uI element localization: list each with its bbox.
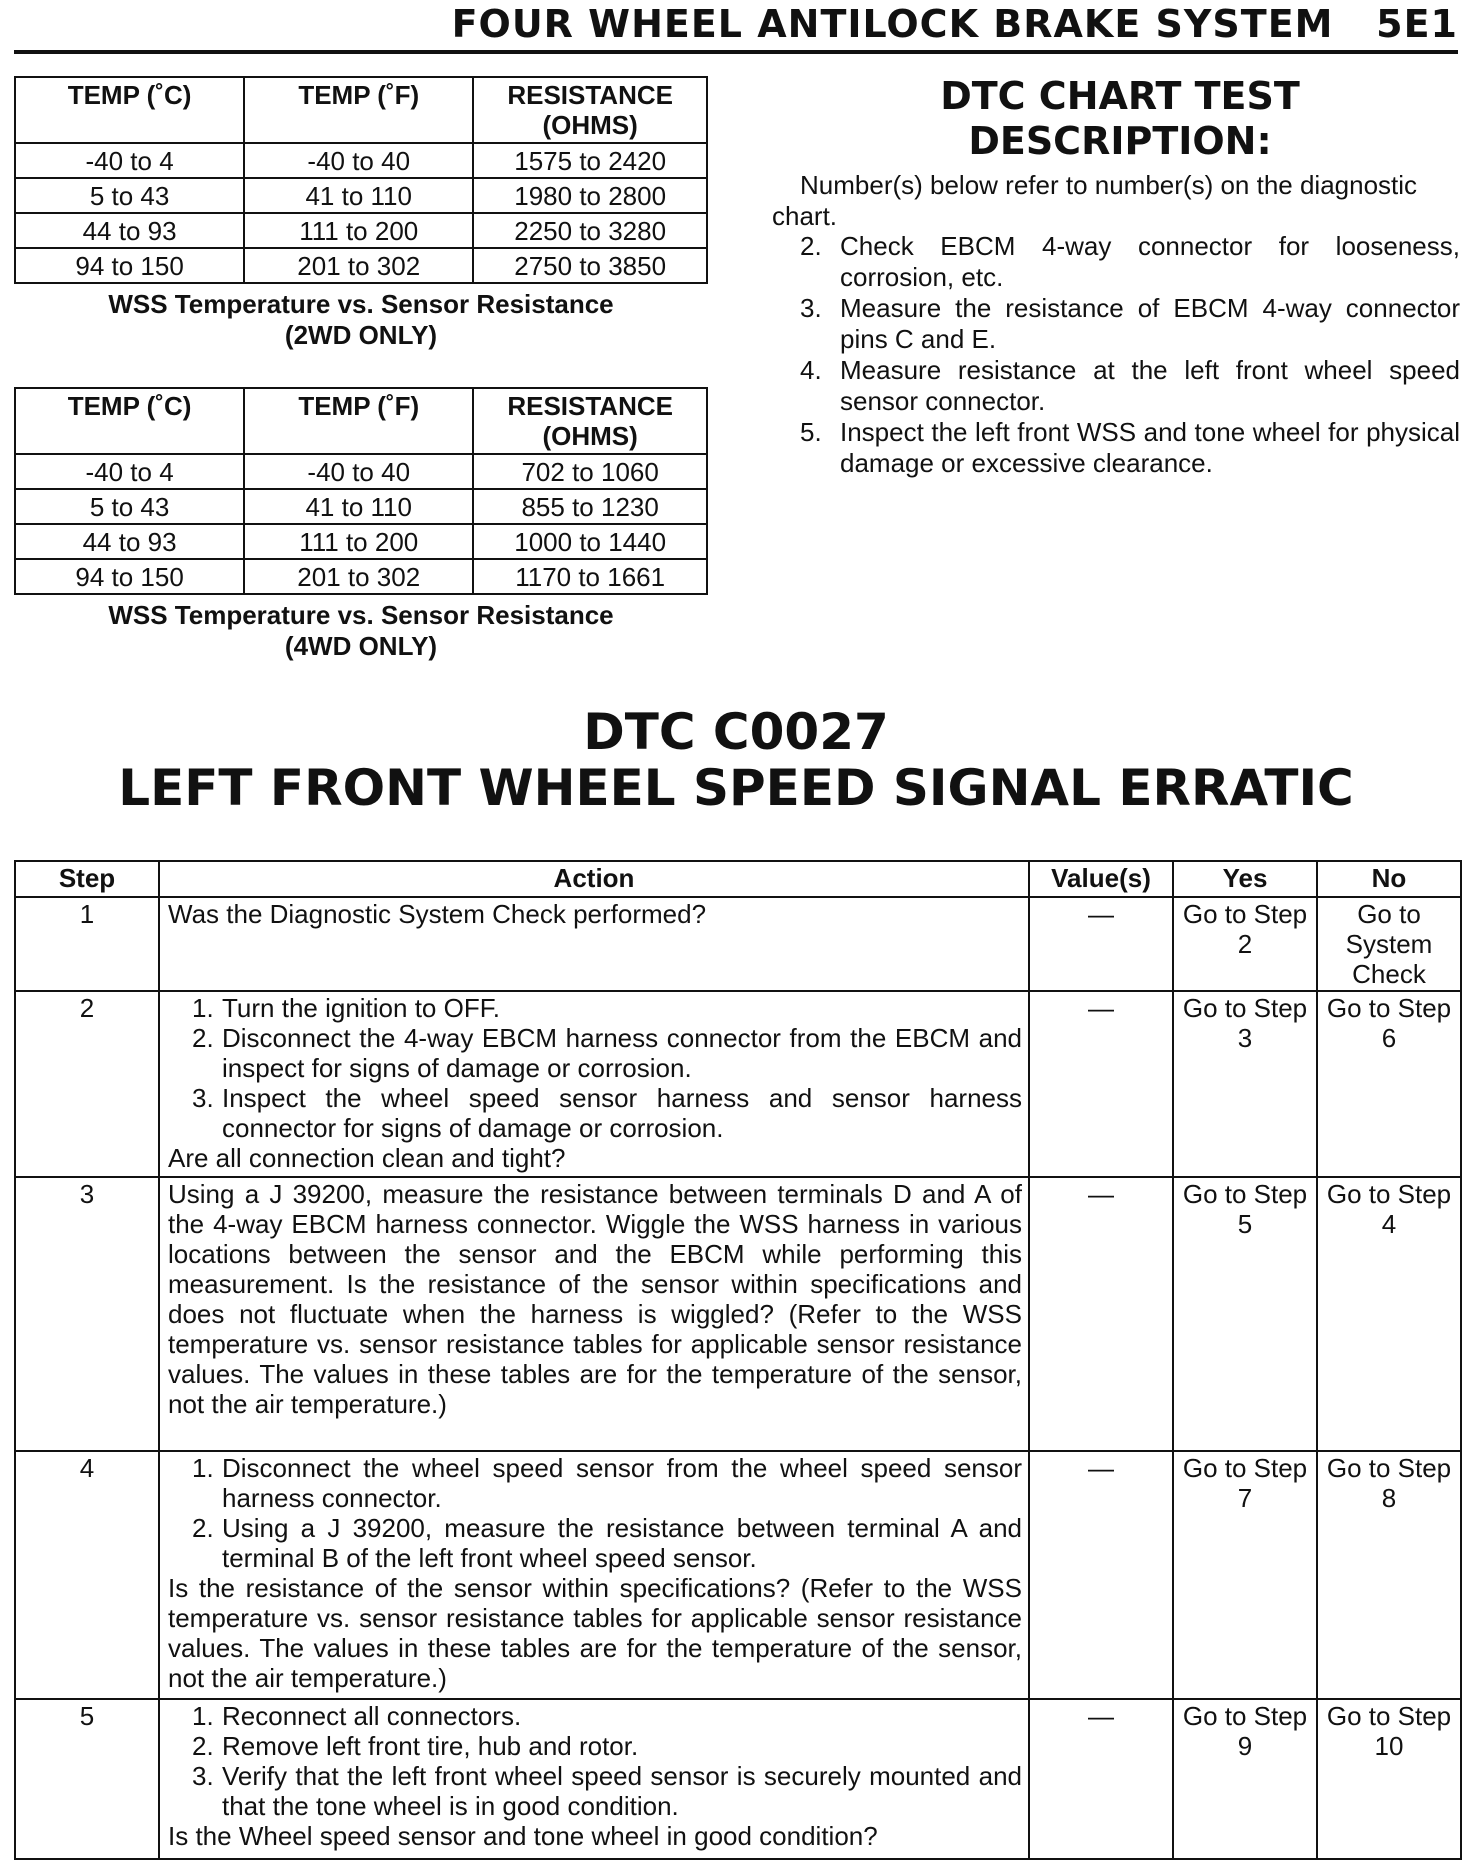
item-number: 1. <box>192 1701 214 1731</box>
cell: 111 to 200 <box>244 524 473 559</box>
wss-table-2wd <box>14 76 708 284</box>
header-step: Step <box>15 861 159 897</box>
cell: 44 to 93 <box>15 524 244 559</box>
table-caption-2wd <box>14 289 708 351</box>
cell: 94 to 150 <box>15 559 244 594</box>
list-item <box>168 1731 1022 1761</box>
no-cell: Go to System Check <box>1317 897 1461 991</box>
action-steps <box>168 1701 1022 1821</box>
item-number: 2. <box>192 1513 214 1543</box>
cell: 201 to 302 <box>244 559 473 594</box>
cell: 111 to 200 <box>244 213 473 248</box>
cell: 201 to 302 <box>244 248 473 283</box>
caption-line: WSS Temperature vs. Sensor Resistance <box>108 600 614 630</box>
header-rule <box>14 50 1458 54</box>
header-no: No <box>1317 861 1461 897</box>
action-question: Is the Wheel speed sensor and tone wheel in good condition? <box>168 1821 878 1851</box>
step-number: 3 <box>15 1177 159 1451</box>
item-number: 3. <box>800 293 822 323</box>
table-row <box>15 213 707 248</box>
cell: -40 to 40 <box>244 143 473 178</box>
heading-line: DESCRIPTION: <box>968 119 1272 163</box>
action-question: Is the resistance of the sensor within specifications? (Refer to the WSS temperature vs. sensor resistance tables for applicable sensor resistance values. The values in these tables are for the temperature of the sensor, not the air temperature.) <box>168 1573 1022 1693</box>
item-text: Inspect the left front WSS and tone wheel for physical damage or excessive clearance. <box>840 417 1460 478</box>
table-row <box>15 143 707 178</box>
value-cell: — <box>1029 1451 1173 1699</box>
dtc-description-heading <box>770 74 1470 164</box>
yes-cell: Go to Step 9 <box>1173 1699 1317 1859</box>
action-cell <box>159 897 1029 991</box>
item-number: 3. <box>192 1761 214 1791</box>
value-cell: — <box>1029 991 1173 1177</box>
step-number: 4 <box>15 1451 159 1699</box>
caption-line: (4WD ONLY) <box>284 631 438 661</box>
table-row <box>15 897 1461 991</box>
cell: 2250 to 3280 <box>473 213 707 248</box>
item-number: 2. <box>192 1023 214 1053</box>
item-text: Using a J 39200, measure the resistance between terminal A and terminal B of the left front wheel speed sensor. <box>222 1513 1022 1573</box>
cell: 94 to 150 <box>15 248 244 283</box>
value-cell: — <box>1029 1699 1173 1859</box>
no-cell: Go to Step 10 <box>1317 1699 1461 1859</box>
list-item <box>800 355 1460 417</box>
list-item <box>800 231 1460 293</box>
cell: 5 to 43 <box>15 489 244 524</box>
cell: 2750 to 3850 <box>473 248 707 283</box>
cell: 1000 to 1440 <box>473 524 707 559</box>
cell: -40 to 4 <box>15 454 244 489</box>
yes-cell: Go to Step 5 <box>1173 1177 1317 1451</box>
yes-cell: Go to Step 2 <box>1173 897 1317 991</box>
cell: 1170 to 1661 <box>473 559 707 594</box>
item-text: Disconnect the 4-way EBCM harness connector from the EBCM and inspect for signs of damage or corrosion. <box>222 1023 1022 1083</box>
list-item <box>168 993 1022 1023</box>
action-steps <box>168 993 1022 1143</box>
table-row <box>15 559 707 594</box>
cell: -40 to 4 <box>15 143 244 178</box>
caption-line: (2WD ONLY) <box>284 320 438 350</box>
no-cell: Go to Step 8 <box>1317 1451 1461 1699</box>
dtc-code-title: DTC C0027 <box>583 703 889 761</box>
wss-table-4wd <box>14 387 708 595</box>
item-number: 5. <box>800 417 822 447</box>
item-text: Disconnect the wheel speed sensor from the wheel speed sensor harness connector. <box>222 1453 1022 1513</box>
table-row <box>15 248 707 283</box>
cell: 855 to 1230 <box>473 489 707 524</box>
list-item <box>800 293 1460 355</box>
list-item <box>800 417 1460 479</box>
header-yes: Yes <box>1173 861 1317 897</box>
item-text: Measure resistance at the left front wheel speed sensor connector. <box>840 355 1460 416</box>
list-item <box>168 1083 1022 1143</box>
dtc-description-intro: Number(s) below refer to number(s) on the diagnostic chart. <box>772 170 1418 231</box>
cell: 5 to 43 <box>15 178 244 213</box>
action-cell <box>159 1177 1029 1451</box>
header-temp-f: TEMP (˚F) <box>244 77 473 143</box>
item-number: 4. <box>800 355 822 385</box>
item-text: Inspect the wheel speed sensor harness and sensor harness connector for signs of damage or corrosion. <box>222 1083 1022 1143</box>
step-number: 2 <box>15 991 159 1177</box>
table-row <box>15 454 707 489</box>
cell: 41 to 110 <box>244 178 473 213</box>
item-text: Verify that the left front wheel speed sensor is securely mounted and that the tone wheel is in good condition. <box>222 1761 1022 1821</box>
item-number: 1. <box>192 1453 214 1483</box>
item-number: 3. <box>192 1083 214 1113</box>
table-row <box>15 1177 1461 1451</box>
dtc-name-title: LEFT FRONT WHEEL SPEED SIGNAL ERRATIC <box>118 759 1354 817</box>
item-number: 2. <box>800 231 822 261</box>
item-text: Remove left front tire, hub and rotor. <box>222 1731 639 1761</box>
action-question: Using a J 39200, measure the resistance between terminals D and A of the 4-way EBCM harness connector. Wiggle the WSS harness in various locations between the sensor and the EBCM while performing this measurement. Is the resistance of the sensor within specifications and does not fluctuate when the harness is wiggled? (Refer to the WSS temperature vs. sensor resistance tables for applicable sensor resistance values. The values in these tables are for the temperature of the sensor, not the air temperature.) <box>168 1179 1022 1419</box>
dtc-description-list <box>800 231 1460 479</box>
header-resistance: RESISTANCE (OHMS) <box>473 388 707 454</box>
action-question: Are all connection clean and tight? <box>168 1143 566 1173</box>
list-item <box>168 1023 1022 1083</box>
header-resistance: RESISTANCE (OHMS) <box>473 77 707 143</box>
action-steps <box>168 1453 1022 1573</box>
table-header-row <box>15 77 707 143</box>
step-number: 5 <box>15 1699 159 1859</box>
table-row <box>15 178 707 213</box>
heading-line: DTC CHART TEST <box>940 74 1300 118</box>
list-item <box>168 1453 1022 1513</box>
table-caption-4wd <box>14 600 708 662</box>
value-cell: — <box>1029 897 1173 991</box>
table-row <box>15 991 1461 1177</box>
action-cell <box>159 1699 1029 1859</box>
action-question: Was the Diagnostic System Check performed? <box>168 899 707 929</box>
action-cell <box>159 1451 1029 1699</box>
list-item <box>168 1761 1022 1821</box>
list-item <box>168 1701 1022 1731</box>
value-cell: — <box>1029 1177 1173 1451</box>
cell: 41 to 110 <box>244 489 473 524</box>
header-temp-c: TEMP (˚C) <box>15 388 244 454</box>
item-text: Turn the ignition to OFF. <box>222 993 500 1023</box>
table-row <box>15 489 707 524</box>
header-temp-c: TEMP (˚C) <box>15 77 244 143</box>
header-values: Value(s) <box>1029 861 1173 897</box>
page-header-title: FOUR WHEEL ANTILOCK BRAKE SYSTEM 5E1 <box>451 2 1458 46</box>
table-header-row <box>15 861 1461 897</box>
action-cell <box>159 991 1029 1177</box>
yes-cell: Go to Step 7 <box>1173 1451 1317 1699</box>
header-action: Action <box>159 861 1029 897</box>
item-text: Check EBCM 4-way connector for looseness, corrosion, etc. <box>840 231 1460 292</box>
no-cell: Go to Step 6 <box>1317 991 1461 1177</box>
table-row <box>15 1451 1461 1699</box>
item-text: Reconnect all connectors. <box>222 1701 522 1731</box>
cell: -40 to 40 <box>244 454 473 489</box>
table-row <box>15 524 707 559</box>
item-number: 1. <box>192 993 214 1023</box>
cell: 702 to 1060 <box>473 454 707 489</box>
table-header-row <box>15 388 707 454</box>
yes-cell: Go to Step 3 <box>1173 991 1317 1177</box>
table-row <box>15 1699 1461 1859</box>
list-item <box>168 1513 1022 1573</box>
caption-line: WSS Temperature vs. Sensor Resistance <box>108 289 614 319</box>
cell: 1575 to 2420 <box>473 143 707 178</box>
header-temp-f: TEMP (˚F) <box>244 388 473 454</box>
diagnostic-table <box>14 860 1462 1860</box>
step-number: 1 <box>15 897 159 991</box>
item-number: 2. <box>192 1731 214 1761</box>
no-cell: Go to Step 4 <box>1317 1177 1461 1451</box>
cell: 1980 to 2800 <box>473 178 707 213</box>
item-text: Measure the resistance of EBCM 4-way connector pins C and E. <box>840 293 1460 354</box>
cell: 44 to 93 <box>15 213 244 248</box>
